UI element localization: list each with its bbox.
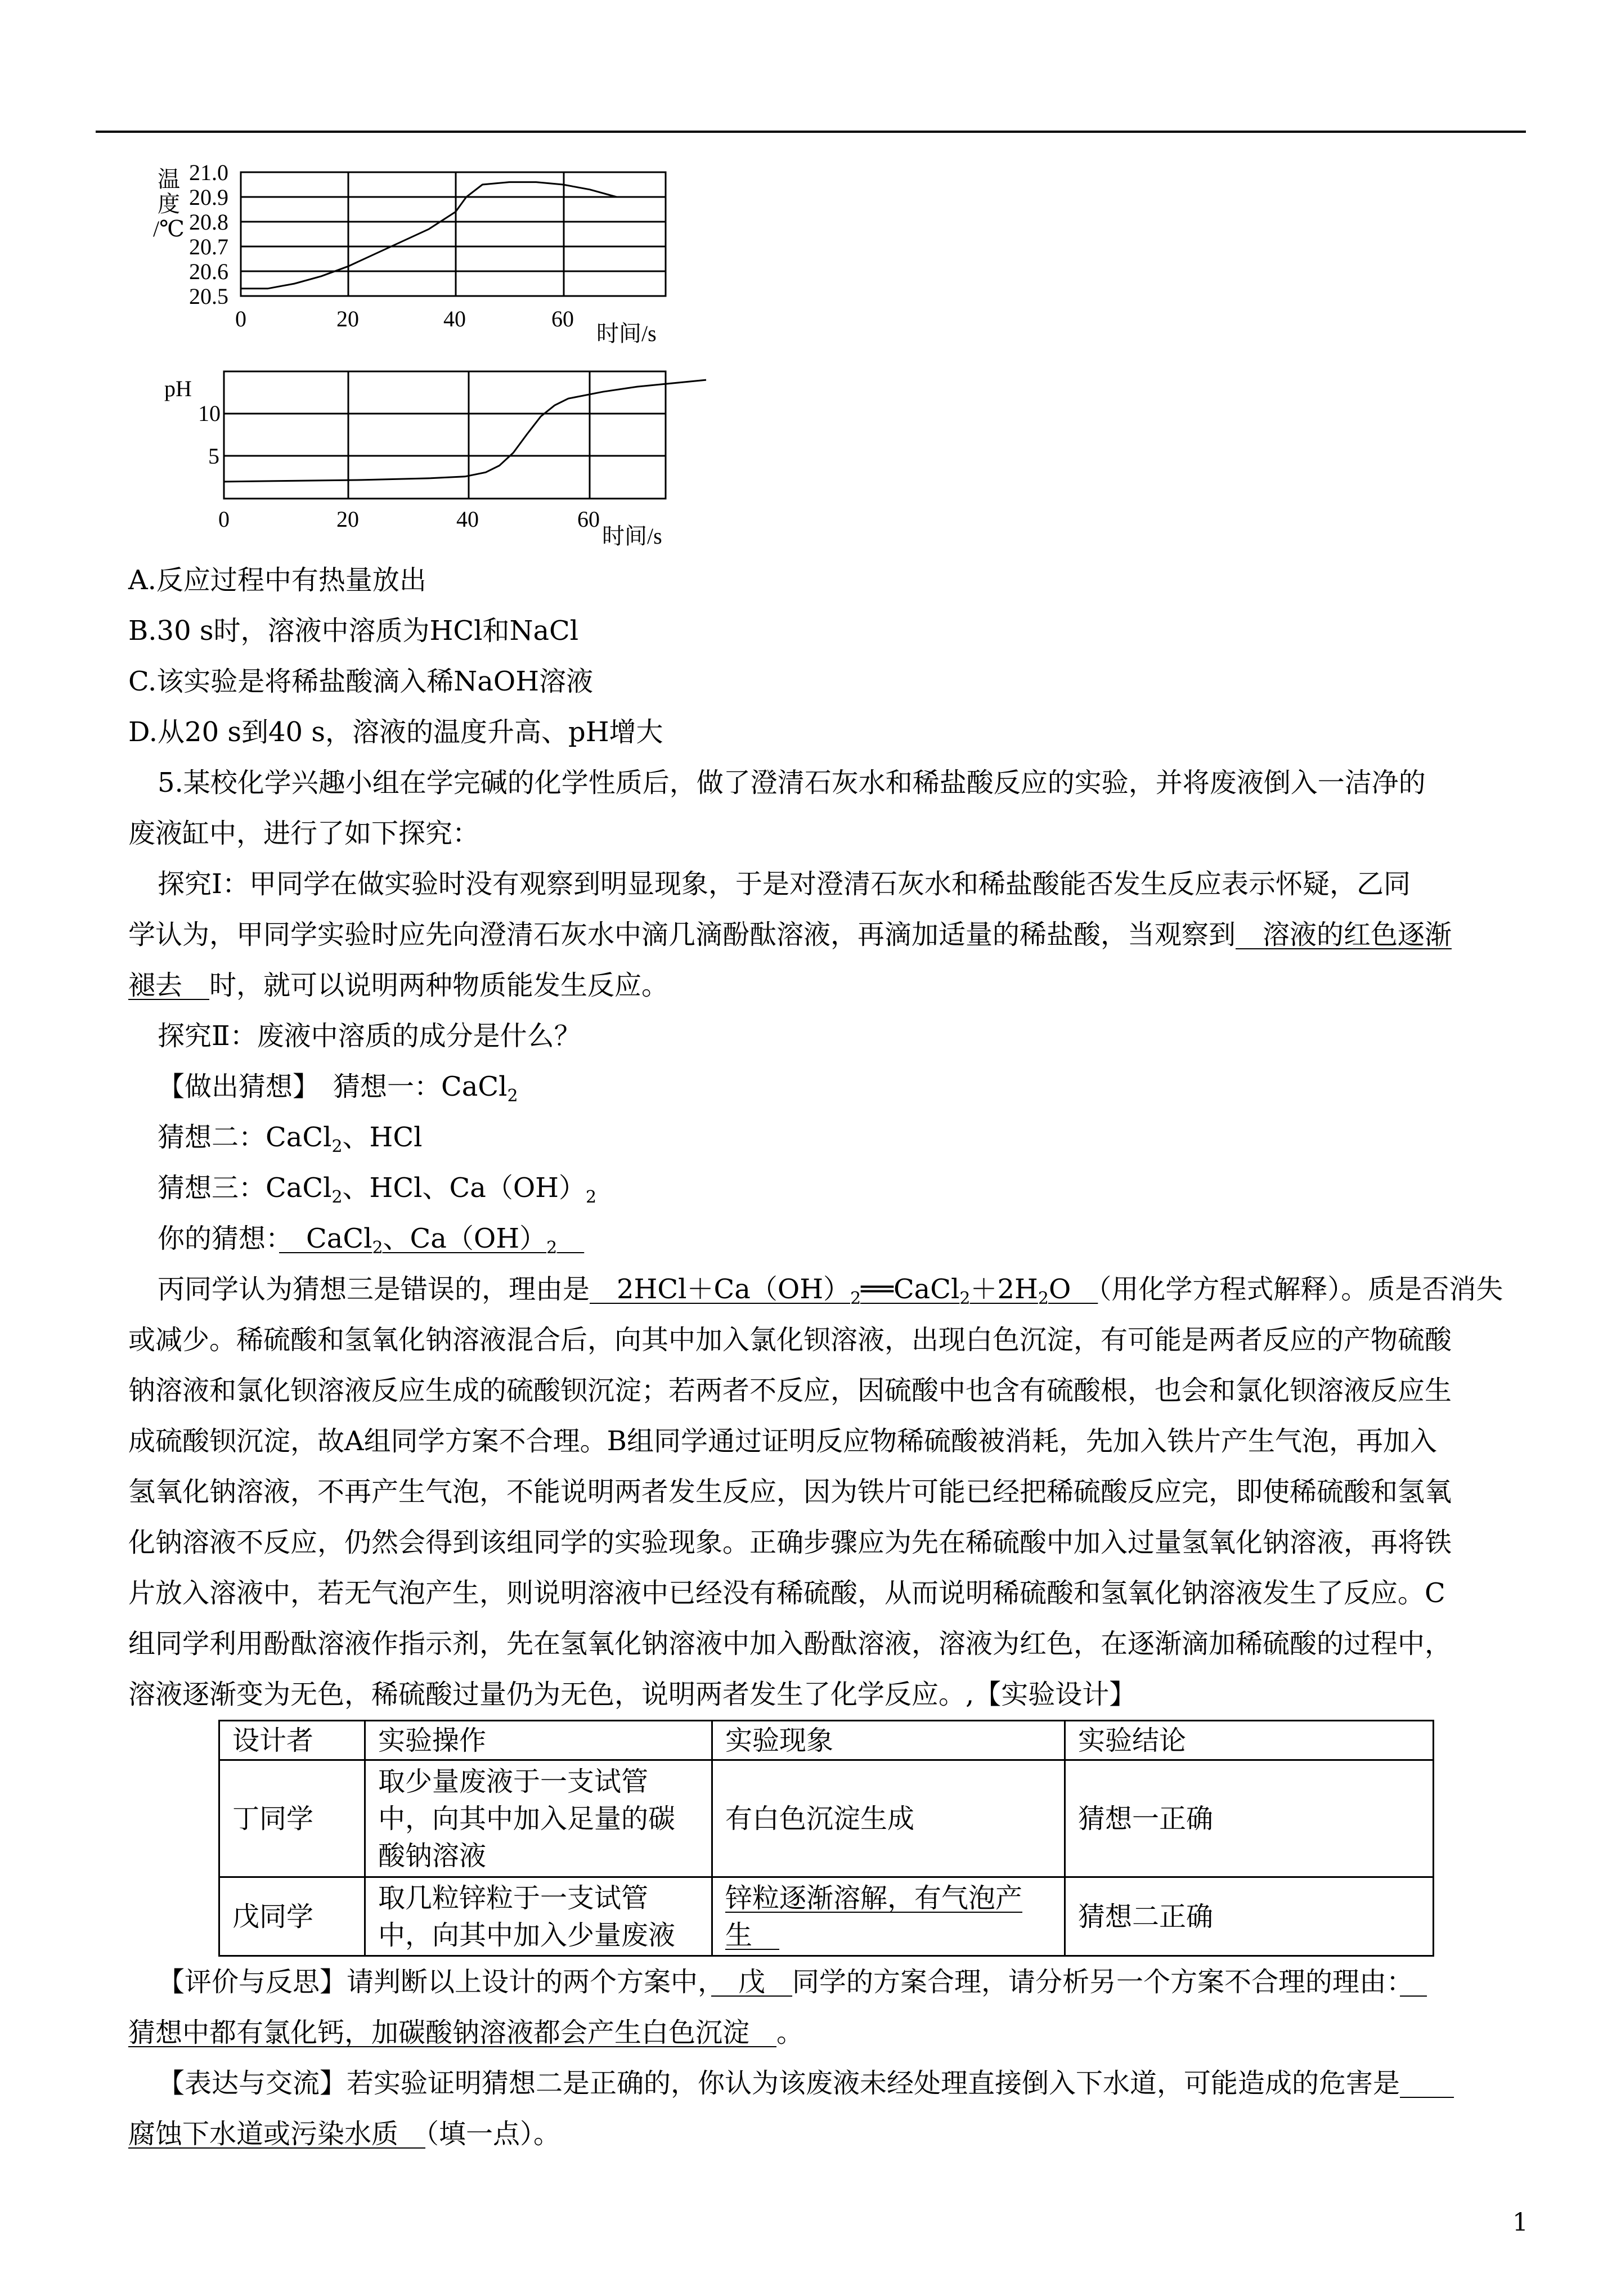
table-header: 实验操作 — [365, 1721, 712, 1760]
paragraph-line: 钠溶液和氯化钡溶液反应生成的硫酸钡沉淀；若两者不反应，因硫酸中也含有硫酸根，也会和氯化钡溶液反应生 — [128, 1375, 1452, 1406]
temperature-grid — [241, 172, 666, 296]
paragraph-line: 成硫酸钡沉淀，故A组同学方案不合理。B组同学通过证明反应物稀硫酸被消耗，先加入铁片产生气泡，再加入 — [128, 1425, 1437, 1457]
option-b: B.30 s时，溶液中溶质为HCl和NaCl — [128, 615, 579, 647]
temperature-xtick: 20 — [336, 306, 359, 331]
temperature-ylabel-2: 度 — [158, 191, 180, 217]
explore-1-line: 探究Ⅰ：甲同学在做实验时没有观察到明显现象，于是对澄清石灰水和稀盐酸能否发生反应表示怀疑，乙同 — [158, 868, 1411, 900]
q5-line: 废液缸中，进行了如下探究： — [128, 818, 480, 849]
table-row — [219, 1760, 1434, 1877]
table-cell: 取少量废液于一支试管 中，向其中加入足量的碳 酸钠溶液 — [365, 1760, 712, 1877]
paragraph-line: 化钠溶液不反应，仍然会得到该组同学的实验现象。正确步骤应为先在稀硫酸中加入过量氢氧化钠溶液，再将铁 — [128, 1527, 1452, 1558]
explore-1-line: 学认为，甲同学实验时应先向澄清石灰水中滴几滴酚酞溶液，再滴加适量的稀盐酸，当观察到 溶液的红色逐渐 — [128, 919, 1452, 950]
temperature-ytick: 20.5 — [189, 284, 228, 309]
paragraph-line: 或减少。稀硫酸和氢氧化钠溶液混合后，向其中加入氯化钡溶液，出现白色沉淀，有可能是两者反应的产物硫酸 — [128, 1324, 1452, 1356]
answer-blank: 溶液的红色逐渐 — [1236, 919, 1452, 950]
temperature-ytick: 21.0 — [189, 160, 228, 185]
ph-xtick: 0 — [218, 506, 230, 532]
table-cell: 猜想一正确 — [1065, 1760, 1434, 1877]
temperature-ytick: 20.9 — [189, 185, 228, 210]
table-cell: 有白色沉淀生成 — [712, 1760, 1065, 1877]
hypothesis-1: 【做出猜想】 猜想一：CaCl$_2$ — [158, 1071, 518, 1106]
expression-line: 【表达与交流】若实验证明猜想二是正确的，你认为该废液未经处理直接倒入下水道，可能造成的危害是 — [128, 2058, 1518, 2109]
temperature-xtick: 60 — [551, 306, 574, 331]
hypothesis-2: 猜想二：CaCl$_2$、HCl — [158, 1122, 423, 1156]
ph-grid — [224, 371, 666, 499]
temperature-ytick: 20.7 — [189, 234, 228, 259]
table-cell — [712, 1877, 1065, 1956]
paragraph-line: 组同学利用酚酞溶液作指示剂，先在氢氧化钠溶液中加入酚酞溶液，溶液为红色，在逐渐滴加稀硫酸的过程中， — [128, 1628, 1452, 1660]
paragraph-line: 片放入溶液中，若无气泡产生，则说明溶液中已经没有稀硫酸，从而说明稀硫酸和氢氧化钠溶液发生了反应。C — [128, 1577, 1445, 1609]
ph-xtick: 40 — [456, 506, 479, 532]
paragraph-line: 氢氧化钠溶液，不再产生气泡，不能说明两者发生反应，因为铁片可能已经把稀硫酸反应完，即使稀硫酸和氢氧 — [128, 1476, 1452, 1508]
option-d: D.从20 s到40 s，溶液的温度升高、pH增大 — [128, 716, 663, 748]
answer-blank: 戊 — [711, 1966, 793, 1998]
q5-line: 5.某校化学兴趣小组在学完碱的化学性质后，做了澄清石灰水和稀盐酸反应的实验，并将废液倒入一洁净的 — [158, 767, 1426, 799]
table-header: 设计者 — [219, 1721, 365, 1760]
answer-blank — [1400, 1966, 1427, 1998]
option-c: C.该实验是将稀盐酸滴入稀NaOH溶液 — [128, 666, 594, 697]
answer-blank: CaCl$_2$、$Ca(OH)_2$ — [279, 1223, 558, 1258]
your-hypothesis: 你的猜想： CaCl$_2$、$Ca(OH)_2$ — [128, 1213, 1518, 1264]
temperature-ytick: 20.8 — [189, 209, 228, 235]
ph-ytick: 10 — [198, 401, 221, 426]
option-a: A.反应过程中有热量放出 — [128, 564, 426, 596]
reason-equation-line: 丙同学认为猜想三是错误的，理由是 $2HCl+Ca(OH)_2══CaCl_2+2H_2O$ （用化学方程式解释）。质是否消失 — [158, 1273, 1503, 1308]
answer-blank: 锌粒逐渐溶解，有气泡产 — [725, 1882, 1023, 1914]
answer-blank: 生 — [725, 1919, 780, 1951]
temperature-origin-label: 0 — [235, 306, 246, 331]
evaluation-line: 【评价与反思】请判断以上设计的两个方案中， 戊 同学的方案合理，请分析另一个方案不合理的理由： — [128, 1957, 1518, 2007]
experiment-design-table — [218, 1720, 1434, 1957]
answer-blank: 腐蚀下水道或污染水质 — [128, 2118, 426, 2150]
header-rule — [96, 131, 1526, 133]
table-header: 实验现象 — [712, 1721, 1065, 1760]
document-body — [128, 555, 1518, 2159]
temperature-ylabel-1: 温 — [158, 167, 180, 192]
table-cell: 猜想二正确 — [1065, 1877, 1434, 1956]
evaluation-line: 猜想中都有氯化钙，加碳酸钠溶液都会产生白色沉淀 。 — [128, 2017, 804, 2048]
ph-xlabel: 时间/s — [602, 523, 662, 549]
table-cell: 取几粒锌粒于一支试管 中，向其中加入少量废液 — [365, 1877, 712, 1956]
table-header: 实验结论 — [1065, 1721, 1434, 1760]
temperature-xlabel: 时间/s — [596, 321, 657, 346]
table-cell: 丁同学 — [219, 1760, 365, 1877]
ph-chart — [152, 365, 692, 556]
explore-2-heading: 探究Ⅱ：废液中溶质的成分是什么？ — [158, 1020, 581, 1052]
ph-series-line — [224, 380, 706, 482]
answer-blank: 褪去 — [128, 970, 210, 1001]
temperature-chart — [152, 160, 692, 349]
ph-ylabel: pH — [164, 376, 192, 401]
expression-line: 腐蚀下水道或污染水质 （填一点）。 — [128, 2118, 561, 2150]
page-number: 1 — [1512, 2208, 1528, 2237]
table-header-row — [219, 1721, 1434, 1760]
ph-ytick: 5 — [208, 443, 219, 469]
answer-blank — [1400, 2068, 1454, 2099]
table-cell: 戊同学 — [219, 1877, 365, 1956]
ph-xtick: 20 — [336, 506, 359, 532]
temperature-ytick: 20.6 — [189, 259, 228, 284]
table-row — [219, 1877, 1434, 1956]
answer-blank: $2HCl+Ca(OH)_2══CaCl_2+2H_2O$ — [590, 1273, 1098, 1308]
hypothesis-3: 猜想三：CaCl$_2$、HCl、$Ca(OH)_2$ — [158, 1172, 597, 1207]
temperature-ylabel-3: /℃ — [153, 216, 185, 241]
temperature-series-line — [241, 182, 617, 289]
explore-1-line: 褪去 时，就可以说明两种物质能发生反应。 — [128, 970, 669, 1001]
paragraph-line: 溶液逐渐变为无色，稀硫酸过量仍为无色，说明两者发生了化学反应。,【实验设计】 — [128, 1679, 1137, 1710]
answer-blank: 猜想中都有氯化钙，加碳酸钠溶液都会产生白色沉淀 — [128, 2017, 777, 2048]
temperature-xtick: 40 — [443, 306, 466, 331]
ph-xtick: 60 — [577, 506, 600, 532]
